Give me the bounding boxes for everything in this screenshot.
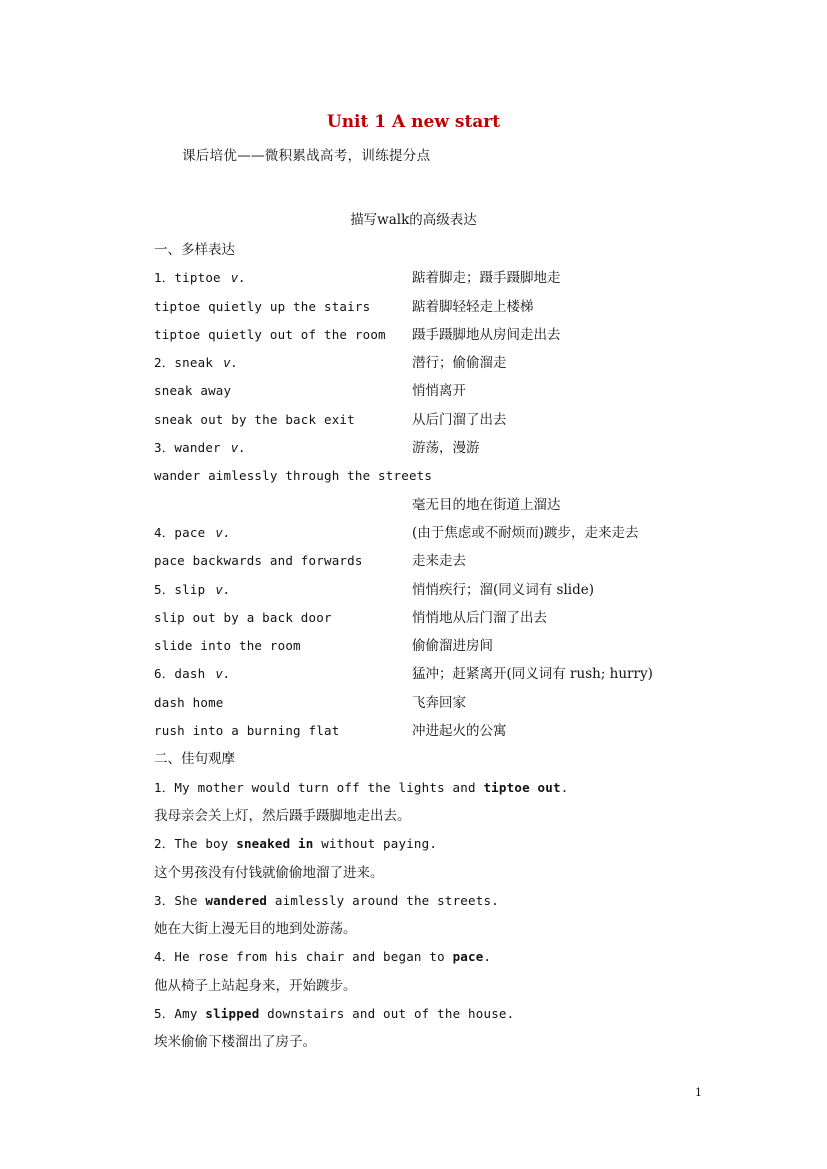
vocab-english: 4．pace: [154, 524, 206, 540]
sentence-text: 4．He rose from his chair and began to: [154, 949, 453, 965]
vocab-chinese: (由于焦虑或不耐烦而)踱步，走来走去: [412, 524, 639, 541]
vocab-english: dash home: [154, 694, 224, 710]
example-sentence-list: [154, 774, 714, 1057]
key-phrase: wandered: [205, 892, 268, 908]
key-phrase: tiptoe out: [483, 779, 561, 795]
vocab-row: [154, 491, 714, 519]
part-of-speech: v.: [215, 581, 231, 597]
vocab-chinese: 偷偷溜进房间: [412, 638, 493, 655]
part-of-speech: v.: [230, 270, 247, 286]
page-number: 1: [695, 1086, 702, 1099]
key-phrase: slipped: [205, 1006, 260, 1022]
vocab-english: sneak out by the back exit: [154, 411, 355, 427]
vocab-row: [154, 632, 714, 660]
vocab-english: 1．tiptoe: [154, 270, 221, 286]
vocab-chinese: 踮着脚轻轻走上楼梯: [412, 298, 534, 315]
sentence-text: without paying.: [313, 836, 438, 852]
sentence-text: 5．Amy: [154, 1006, 206, 1022]
vocab-row: [154, 406, 714, 434]
vocab-english: 6．dash: [154, 666, 206, 682]
vocab-row: [154, 717, 714, 745]
vocab-row: [154, 264, 714, 292]
example-sentence-english: [154, 774, 714, 802]
vocab-chinese: 飞奔回家: [412, 694, 466, 711]
vocab-row: [154, 519, 714, 547]
sentence-text: downstairs and out of the house.: [259, 1006, 515, 1022]
vocab-chinese: 悄悄离开: [412, 383, 466, 400]
part-of-speech: v.: [215, 666, 231, 682]
vocab-row: [154, 576, 714, 604]
example-sentence-chinese: 我母亲会关上灯，然后蹑手蹑脚地走出去。: [154, 807, 411, 824]
vocab-row: [154, 660, 714, 688]
vocab-english: wander aimlessly through the streets: [154, 468, 433, 484]
vocab-row: [154, 689, 714, 717]
vocab-row: [154, 547, 714, 575]
section-title: 一、多样表达: [154, 242, 235, 258]
example-sentence-english: [154, 887, 714, 915]
part-of-speech: v.: [223, 355, 239, 371]
vocab-row: [154, 349, 714, 377]
vocab-chinese: 猛冲；赶紧离开(同义词有 rush; hurry): [412, 666, 653, 683]
sentence-text: .: [483, 949, 492, 965]
sentence-text: 1．My mother would turn off the lights and: [154, 779, 484, 795]
vocab-row: [154, 377, 714, 405]
example-sentence-english: [154, 943, 714, 971]
part-of-speech: v.: [230, 440, 247, 456]
vocab-chinese: 从后门溜了出去: [412, 411, 507, 428]
vocab-row: [154, 434, 714, 462]
example-sentence-chinese: 这个男孩没有付钱就偷偷地溜了进来。: [154, 864, 384, 881]
example-sentence-english: [154, 830, 714, 858]
vocab-english: tiptoe quietly up the stairs: [154, 298, 371, 314]
vocab-row: [154, 604, 714, 632]
vocab-chinese: 悄悄地从后门溜了出去: [412, 609, 547, 626]
vocab-chinese: 走来走去: [412, 553, 466, 570]
section-heading: 描写walk的高级表达: [350, 212, 477, 228]
vocab-english: slide into the room: [154, 638, 301, 654]
sentence-text: 3．She: [154, 892, 206, 908]
vocab-english: tiptoe quietly out of the room: [154, 326, 386, 342]
vocab-chinese: 蹑手蹑脚地从房间走出去: [412, 326, 561, 343]
sentence-text: .: [560, 779, 569, 795]
vocab-english: 3．wander: [154, 440, 221, 456]
section-title: 二、佳句观摩: [154, 751, 235, 768]
document-title: Unit 1 A new start: [326, 112, 501, 132]
vocab-english: 5．slip: [154, 581, 206, 597]
vocab-row: [154, 321, 714, 349]
key-phrase: sneaked in: [236, 836, 314, 852]
vocab-chinese: 冲进起火的公寓: [412, 723, 507, 740]
vocab-english: rush into a burning flat: [154, 723, 340, 739]
vocab-chinese: 踮着脚走；蹑手蹑脚地走: [412, 270, 561, 287]
example-sentence-chinese: 她在大街上漫无目的地到处游荡。: [154, 921, 357, 938]
vocab-chinese: 游荡，漫游: [412, 440, 480, 457]
vocab-chinese: 毫无目的地在街道上溜达: [412, 496, 561, 513]
document-subtitle: 课后培优——微积累战高考，训练提分点: [182, 148, 431, 164]
example-sentence-chinese: 埃米偷偷下楼溜出了房子。: [154, 1034, 316, 1051]
part-of-speech: v.: [215, 524, 231, 540]
vocab-chinese: 潜行；偷偷溜走: [412, 355, 507, 372]
sentence-text: 2．The boy: [154, 836, 237, 852]
vocab-row: [154, 293, 714, 321]
vocab-chinese: 悄悄疾行；溜(同义词有 slide): [412, 581, 595, 598]
document-body: [154, 236, 714, 1057]
vocab-english: pace backwards and forwards: [154, 553, 363, 569]
vocab-row: [154, 462, 714, 490]
vocab-english: sneak away: [154, 383, 232, 399]
sentence-text: aimlessly around the streets.: [267, 892, 499, 908]
example-sentence-english: [154, 1000, 714, 1028]
vocab-list: [154, 264, 714, 745]
vocab-english: slip out by a back door: [154, 609, 332, 625]
key-phrase: pace: [452, 949, 484, 965]
example-sentence-chinese: 他从椅子上站起身来，开始踱步。: [154, 977, 357, 994]
vocab-english: 2．sneak: [154, 355, 214, 371]
